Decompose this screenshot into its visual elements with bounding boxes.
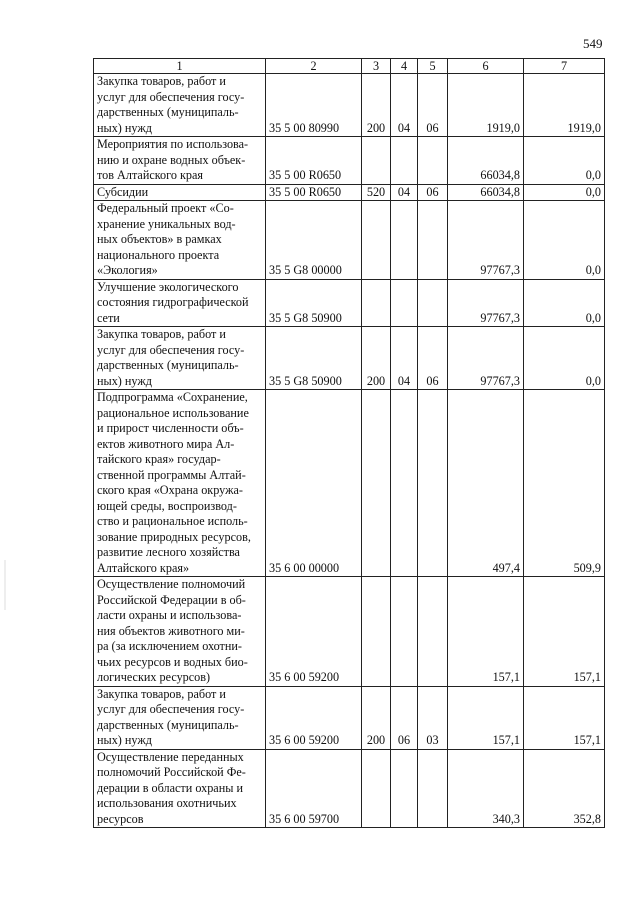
amount-col7: 1919,0 [524, 74, 605, 137]
expense-type [362, 201, 391, 280]
column-header: 5 [418, 59, 448, 74]
table-row [94, 390, 605, 577]
amount-col6: 66034,8 [448, 184, 524, 201]
target-code: 35 5 00 R0650 [266, 184, 362, 201]
subsection [418, 749, 448, 828]
column-header: 4 [391, 59, 418, 74]
section [391, 201, 418, 280]
column-header: 1 [94, 59, 266, 74]
section [391, 749, 418, 828]
target-code: 35 5 G8 50900 [266, 327, 362, 390]
table-row [94, 686, 605, 749]
row-name: Федеральный проект «Со- хранение уникальных вод- ных объектов» в рамках национального проекта «Экология» [94, 201, 266, 280]
expense-type [362, 390, 391, 577]
amount-col7: 0,0 [524, 201, 605, 280]
section: 04 [391, 74, 418, 137]
row-name: Закупка товаров, работ и услуг для обеспечения госу- дарственных (муниципаль- ных) нужд [94, 327, 266, 390]
expense-type [362, 279, 391, 327]
amount-col7: 0,0 [524, 137, 605, 185]
table-row [94, 327, 605, 390]
row-name: Осуществление переданных полномочий Российской Фе- дерации в области охраны и использования охотничьих ресурсов [94, 749, 266, 828]
amount-col7: 509,9 [524, 390, 605, 577]
target-code: 35 6 00 59700 [266, 749, 362, 828]
column-number-row [94, 59, 605, 74]
table-row [94, 201, 605, 280]
target-code: 35 6 00 59200 [266, 577, 362, 687]
table-row [94, 137, 605, 185]
column-header: 6 [448, 59, 524, 74]
subsection [418, 137, 448, 185]
amount-col7: 0,0 [524, 327, 605, 390]
row-name: Закупка товаров, работ и услуг для обеспечения госу- дарственных (муниципаль- ных) нужд [94, 686, 266, 749]
section: 04 [391, 184, 418, 201]
row-name: Осуществление полномочий Российской Федерации в об- ласти охраны и использова- ния объектов животного ми- ра (за исключением охотни- чьих ресурсов и водных био- логических ресурсов) [94, 577, 266, 687]
expense-type: 200 [362, 327, 391, 390]
expense-type: 520 [362, 184, 391, 201]
row-name: Улучшение экологического состояния гидрографической сети [94, 279, 266, 327]
subsection: 06 [418, 74, 448, 137]
subsection: 06 [418, 327, 448, 390]
target-code: 35 6 00 00000 [266, 390, 362, 577]
target-code: 35 5 G8 50900 [266, 279, 362, 327]
amount-col6: 97767,3 [448, 279, 524, 327]
subsection [418, 390, 448, 577]
amount-col6: 157,1 [448, 686, 524, 749]
expense-type: 200 [362, 686, 391, 749]
column-header: 2 [266, 59, 362, 74]
row-name: Подпрограмма «Сохранение, рациональное использование и прирост численности объ- ектов животного мира Ал- тайского края» государ- ственной программы Алтай- ского края «Охрана окружа- ющей среды, воспроизвод- ство и рациональное исполь- зование природных ресурсов, развитие лесного хозяйства Алтайского края» [94, 390, 266, 577]
target-code: 35 5 00 R0650 [266, 137, 362, 185]
subsection: 06 [418, 184, 448, 201]
amount-col6: 97767,3 [448, 327, 524, 390]
scan-margin-mark [4, 560, 6, 610]
section [391, 137, 418, 185]
row-name: Субсидии [94, 184, 266, 201]
amount-col6: 1919,0 [448, 74, 524, 137]
amount-col6: 66034,8 [448, 137, 524, 185]
amount-col7: 0,0 [524, 279, 605, 327]
subsection [418, 279, 448, 327]
amount-col7: 352,8 [524, 749, 605, 828]
column-header: 7 [524, 59, 605, 74]
target-code: 35 5 00 80990 [266, 74, 362, 137]
section [391, 279, 418, 327]
section [391, 390, 418, 577]
table-row [94, 184, 605, 201]
expense-type [362, 577, 391, 687]
amount-col7: 157,1 [524, 686, 605, 749]
target-code: 35 5 G8 00000 [266, 201, 362, 280]
expense-type [362, 749, 391, 828]
expense-type: 200 [362, 74, 391, 137]
amount-col6: 340,3 [448, 749, 524, 828]
table-row [94, 749, 605, 828]
table-row [94, 279, 605, 327]
amount-col7: 157,1 [524, 577, 605, 687]
row-name: Мероприятия по использова- нию и охране водных объек- тов Алтайского края [94, 137, 266, 185]
page-number: 549 [583, 36, 603, 51]
section: 04 [391, 327, 418, 390]
subsection: 03 [418, 686, 448, 749]
expense-type [362, 137, 391, 185]
column-header: 3 [362, 59, 391, 74]
row-name: Закупка товаров, работ и услуг для обеспечения госу- дарственных (муниципаль- ных) нужд [94, 74, 266, 137]
amount-col6: 157,1 [448, 577, 524, 687]
subsection [418, 201, 448, 280]
target-code: 35 6 00 59200 [266, 686, 362, 749]
section: 06 [391, 686, 418, 749]
section [391, 577, 418, 687]
amount-col6: 97767,3 [448, 201, 524, 280]
table-row [94, 577, 605, 687]
amount-col6: 497,4 [448, 390, 524, 577]
amount-col7: 0,0 [524, 184, 605, 201]
budget-table [93, 58, 605, 828]
table-row [94, 74, 605, 137]
subsection [418, 577, 448, 687]
